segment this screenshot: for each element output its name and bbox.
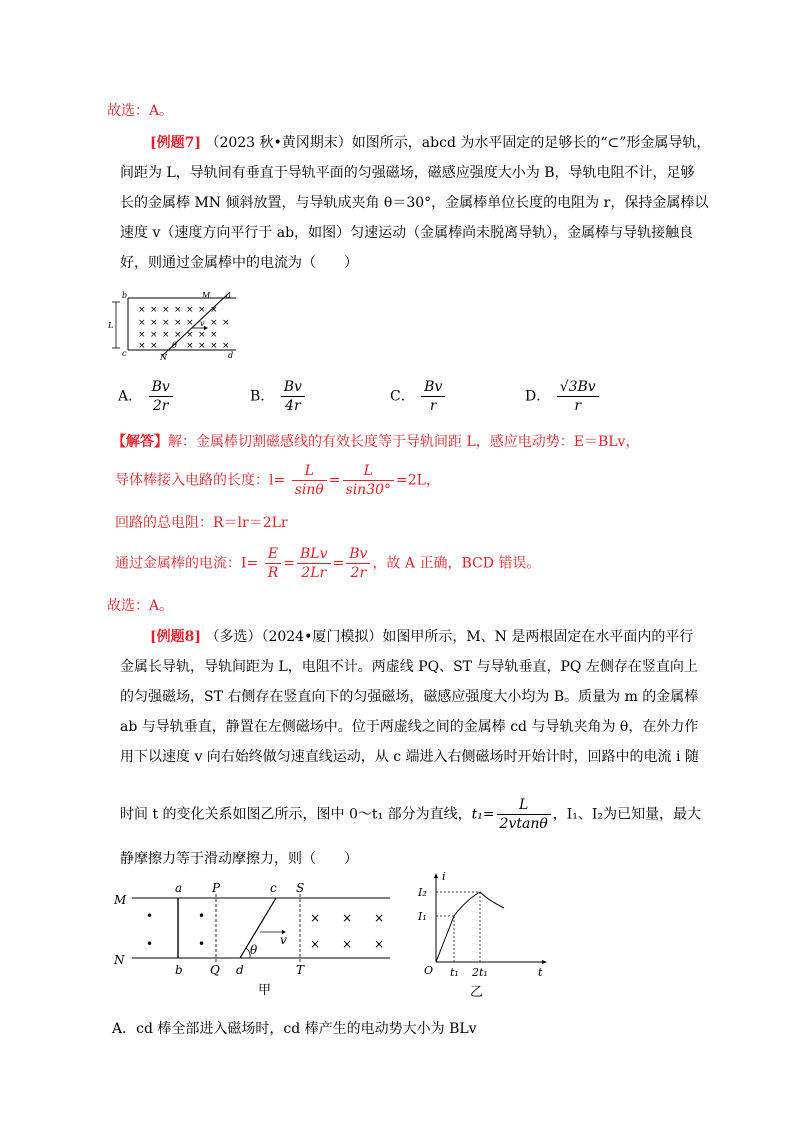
figa-label-s: S xyxy=(296,881,305,895)
option-d[interactable] xyxy=(525,378,601,415)
q7-first-line xyxy=(150,132,710,152)
svg-text:×: × xyxy=(150,330,158,340)
svg-text:•: • xyxy=(198,909,206,923)
solution-line-3: 回路的总电阻：R＝lr＝2Lr xyxy=(115,515,288,531)
option-b[interactable] xyxy=(250,378,307,415)
q7-line-3: 长的金属棒 MN 倾斜放置，与导轨成夹角 θ＝30°，金属棒单位长度的电阻为 r，保持金属棒以 xyxy=(120,195,709,211)
svg-text:×: × xyxy=(374,937,385,951)
svg-text:×: × xyxy=(198,305,206,315)
figb-label-t1: t₁ xyxy=(450,966,459,979)
figa-label-b: b xyxy=(175,963,183,977)
solution-l2-post: =2L， xyxy=(396,472,440,489)
svg-text:×: × xyxy=(210,330,218,340)
fig7-label-b: b xyxy=(122,291,128,300)
frac-den: 2r xyxy=(350,565,367,581)
cross-mark: × xyxy=(138,305,146,315)
cross-mark: × xyxy=(310,911,321,925)
option-b-den: 4r xyxy=(285,398,301,414)
q8-l6-t1: t₁= xyxy=(471,806,495,823)
svg-text:×: × xyxy=(150,341,158,351)
figa-label-m: M xyxy=(114,893,127,907)
fig7-label-theta: θ xyxy=(172,341,177,350)
figa-label-n: N xyxy=(114,953,125,967)
fig7-label-c: c xyxy=(122,349,127,358)
figa-label-q: Q xyxy=(210,963,220,977)
frac-den: 2Lr xyxy=(301,565,327,581)
q8-line-2: 金属长导轨，导轨间距为 L，电阻不计。两虚线 PQ、ST 与导轨垂直，PQ 左侧存在竖直向上 xyxy=(120,659,698,675)
q7-line-2: 间距为 L，导轨间有垂直于导轨平面的匀强磁场，磁感应强度大小为 B，导轨电阻不计，足够 xyxy=(120,165,695,181)
figure-q7-rails xyxy=(108,288,248,362)
svg-text:×: × xyxy=(186,330,194,340)
figa-label-c: c xyxy=(270,881,277,895)
q8-line-4: ab 与导轨垂直，静置在左侧磁场中。位于两虚线之间的金属棒 cd 与导轨夹角为 θ，在外力作 xyxy=(120,719,699,735)
q8-line-6 xyxy=(120,796,701,833)
fig7-label-m: M xyxy=(202,291,211,300)
frac-den: sin30° xyxy=(345,482,392,498)
svg-text:×: × xyxy=(186,305,194,315)
svg-text:×: × xyxy=(150,305,158,315)
solution-line-1 xyxy=(112,431,639,451)
svg-text:×: × xyxy=(222,318,230,328)
option-a-num: Bv xyxy=(149,378,173,397)
svg-text:×: × xyxy=(198,341,206,351)
frac-den: R xyxy=(267,565,279,581)
option-a-den: 2r xyxy=(152,398,169,414)
figb-label-2t1: 2t₁ xyxy=(472,966,488,979)
option-a[interactable] xyxy=(118,378,175,415)
answer-line-2: 故选：A。 xyxy=(107,598,174,614)
caption-jia: 甲 xyxy=(258,983,272,998)
q8-option-a[interactable]: A．cd 棒全部进入磁场时，cd 棒产生的电动势大小为 BLv xyxy=(112,1021,477,1037)
frac-num: BLv xyxy=(297,545,331,564)
svg-text:×: × xyxy=(186,341,194,351)
option-c[interactable] xyxy=(390,378,447,415)
svg-text:×: × xyxy=(150,318,158,328)
frac-num: L xyxy=(343,462,395,481)
svg-text:×: × xyxy=(138,330,146,340)
frac-num: L xyxy=(292,462,327,481)
q7-line-4: 速度 v（速度方向平行于 ab，如图）匀速运动（金属棒尚未脱离导轨），金属棒与导轨接触良 xyxy=(120,225,694,241)
option-b-label: B． xyxy=(250,388,275,405)
fig7-label-v: v xyxy=(200,319,205,328)
figb-label-i1: I₁ xyxy=(418,910,427,923)
q8-line-3: 的匀强磁场，ST 右侧存在竖直向下的匀强磁场，磁感应强度大小均为 B。质量为 m 的金属棒 xyxy=(120,689,699,705)
solution-text-1: 解：金属棒切割磁感线的有效长度等于导轨间距 L，感应电动势：E＝BLv， xyxy=(168,434,640,450)
q8-tag: [例题8] xyxy=(150,629,201,645)
figb-label-i: i xyxy=(442,870,446,883)
answer-line: 故选：A。 xyxy=(107,103,174,119)
option-c-label: C． xyxy=(390,388,415,405)
svg-text:×: × xyxy=(174,330,182,340)
figa-label-theta: θ xyxy=(250,943,258,957)
svg-text:×: × xyxy=(162,305,170,315)
option-b-num: Bv xyxy=(281,378,305,397)
figa-label-v: v xyxy=(280,933,287,947)
frac-num: E xyxy=(265,545,282,564)
svg-text:×: × xyxy=(342,937,353,951)
caption-yi: 乙 xyxy=(470,985,484,1000)
dot-mark: • xyxy=(146,909,154,923)
svg-text:×: × xyxy=(138,341,146,351)
solution-line-4: 通过金属棒的电流：I= $\frac{E}{R}$ = $\frac{\text{BLv}}{2Lr}$ = $\frac{Bv}{2r}$ ，故 A 正确，BCD 错误。 xyxy=(115,546,541,581)
frac-den: 2vtanθ xyxy=(499,816,548,832)
svg-text:×: × xyxy=(222,341,230,351)
solution-l2-pre: 导体棒接入电路的长度：l= xyxy=(115,472,286,489)
svg-text:×: × xyxy=(210,318,218,328)
q7-line-5: 好，则通过金属棒中的电流为（ ） xyxy=(120,255,358,271)
svg-text:×: × xyxy=(310,937,321,951)
option-c-den: r xyxy=(429,398,437,414)
q8-l6-post: ，I₁、I₂为已知量，最大 xyxy=(552,806,702,823)
solution-l4-pre: 通过金属棒的电流：I= xyxy=(115,555,259,572)
figa-label-t: T xyxy=(296,963,305,977)
q7-tag: [例题7] xyxy=(150,135,201,151)
option-d-label: D． xyxy=(525,388,551,405)
svg-text:×: × xyxy=(210,305,218,315)
svg-text:×: × xyxy=(162,318,170,328)
q8-l6-pre: 时间 t 的变化关系如图乙所示，图中 0～t₁ 部分为直线， xyxy=(120,806,472,823)
svg-text:×: × xyxy=(174,305,182,315)
svg-text:×: × xyxy=(174,318,182,328)
figa-label-d: d xyxy=(236,963,244,977)
fig7-label-l: L xyxy=(108,321,114,330)
figa-label-p: P xyxy=(212,881,221,895)
option-c-num: Bv xyxy=(421,378,445,397)
fig7-label-n: N xyxy=(160,353,167,362)
solution-line-2: 导体棒接入电路的长度：l= $\frac{L}{\sin\theta}$ = $\frac{L}{\sin 30^\circ}$ =2L， xyxy=(115,463,440,498)
svg-text:×: × xyxy=(198,330,206,340)
svg-text:×: × xyxy=(374,911,385,925)
solution-head: 【解答】 xyxy=(112,434,168,450)
svg-text:×: × xyxy=(186,318,194,328)
figb-label-i2: I₂ xyxy=(418,886,427,899)
option-a-label: A． xyxy=(118,388,143,405)
svg-text:×: × xyxy=(162,330,170,340)
solution-l4-post: ，故 A 正确，BCD 错误。 xyxy=(372,555,541,572)
figure-q8-graph xyxy=(412,870,552,1002)
option-d-num: √3Bv xyxy=(557,378,599,397)
option-d-den: r xyxy=(574,398,582,414)
q8-line-5: 用下以速度 v 向右始终做匀速直线运动，从 c 端进入右侧磁场时开始计时，回路中的电流 i 随 xyxy=(120,749,699,765)
frac-num: L xyxy=(497,796,551,815)
frac-num: Bv xyxy=(346,545,370,564)
q7-line-1: （2023 秋•黄冈期末）如图所示，abcd 为水平固定的足够长的“⊂”形金属导轨， xyxy=(205,135,711,151)
figa-label-a: a xyxy=(175,881,183,895)
fig7-label-a: a xyxy=(226,291,231,300)
q8-line-1: （多选）（2024•厦门模拟）如图甲所示，M、N 是两根固定在水平面内的平行 xyxy=(205,629,694,645)
figb-label-t: t xyxy=(538,966,543,979)
figb-label-o: O xyxy=(424,964,434,977)
fig7-label-d: d xyxy=(228,351,234,360)
q8-first-line xyxy=(150,626,693,646)
svg-text:×: × xyxy=(138,318,146,328)
svg-text:×: × xyxy=(342,911,353,925)
svg-text:•: • xyxy=(198,937,206,951)
figure-q8-rails xyxy=(110,880,410,1000)
svg-text:×: × xyxy=(210,341,218,351)
svg-text:•: • xyxy=(146,937,154,951)
q8-line-7: 静摩擦力等于滑动摩擦力，则（ ） xyxy=(120,851,358,867)
frac-den: sinθ xyxy=(294,482,324,498)
